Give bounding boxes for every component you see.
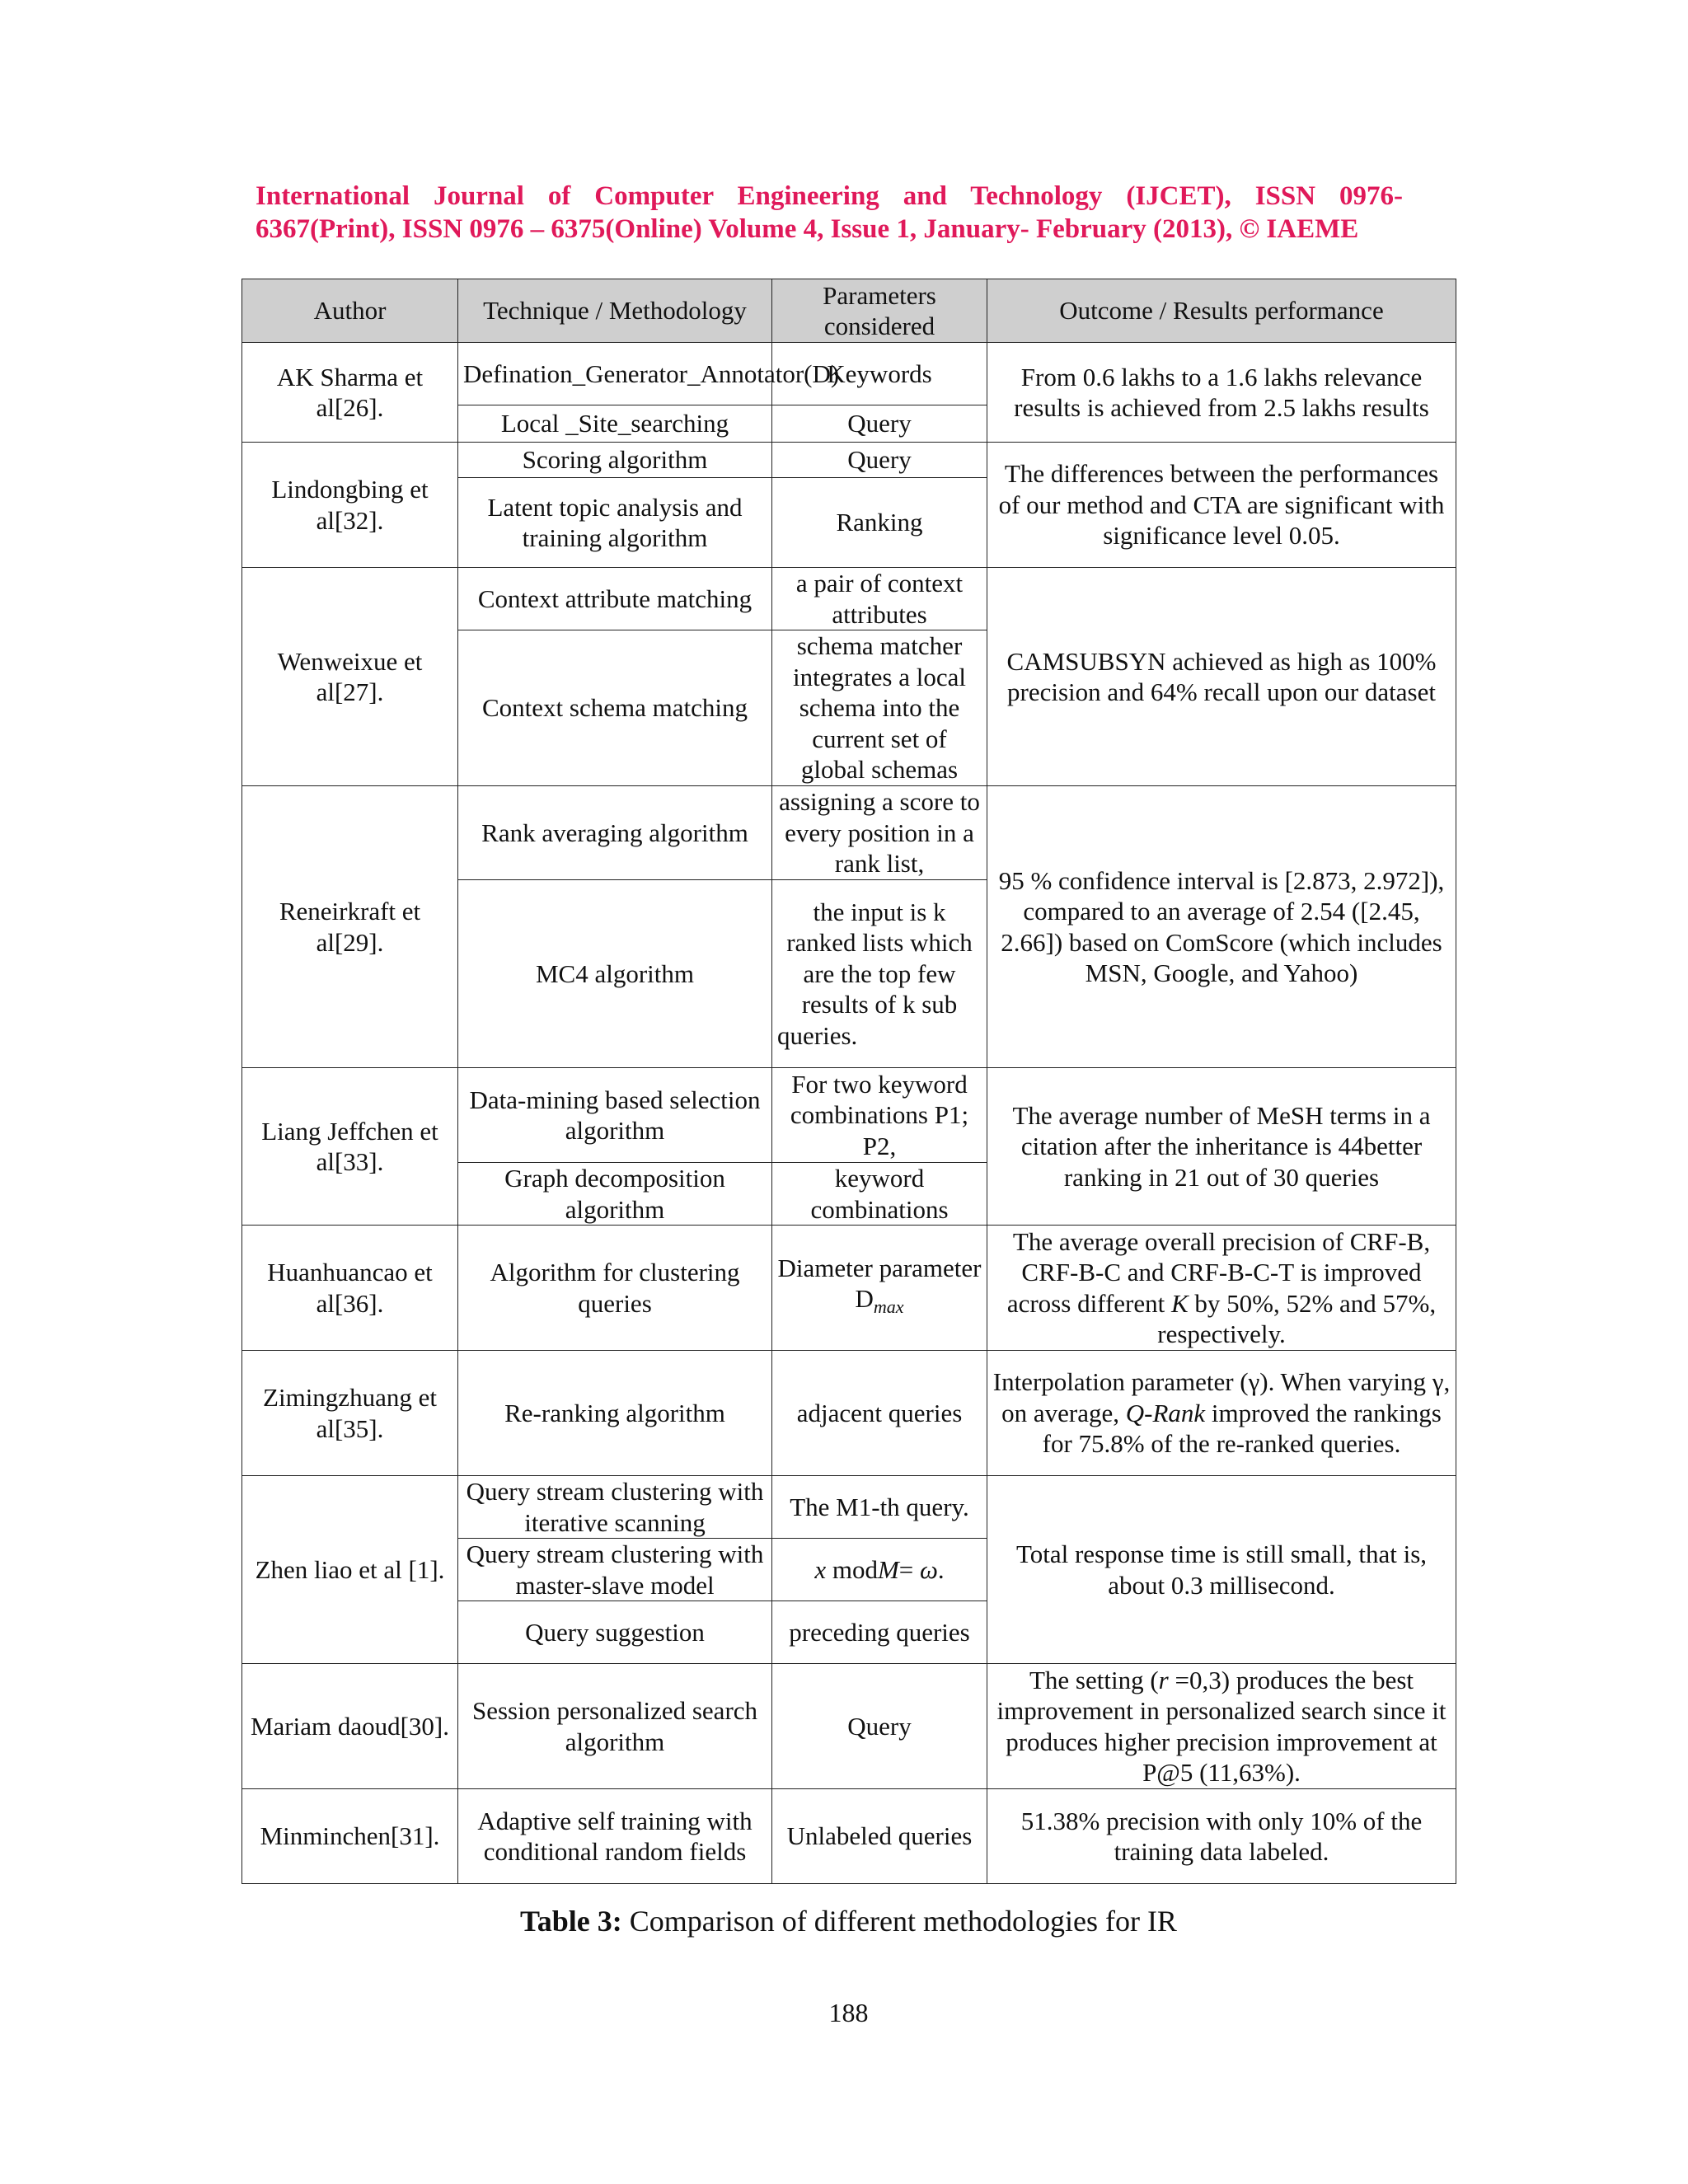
table-row	[242, 1476, 1456, 1539]
table-row	[242, 568, 1456, 630]
journal-header-line-1: International Journal of Computer Engineering and Technology (IJCET), ISSN 0976-	[256, 181, 1403, 211]
parameter-cell: Keywords	[772, 343, 987, 405]
parameter-cell: Query	[772, 405, 987, 443]
column-header-author: Author	[242, 279, 458, 343]
technique-cell: Re-ranking algorithm	[458, 1351, 772, 1476]
parameter-cell: The M1-th query.	[772, 1476, 987, 1539]
formula-eq: =	[898, 1554, 921, 1584]
column-header-technique: Technique / Methodology	[458, 279, 772, 343]
outcome-italic-r: r	[1158, 1665, 1169, 1694]
outcome-cell: 51.38% precision with only 10% of the training data labeled.	[987, 1789, 1456, 1884]
journal-header	[256, 180, 1403, 246]
parameter-cell: the input is k ranked lists which are the top few results of k sub queries.	[772, 880, 987, 1068]
outcome-cell: The average number of MeSH terms in a citation after the inheritance is 44better ranking in 21 out of 30 queries	[987, 1068, 1456, 1226]
formula-x: x	[814, 1554, 827, 1584]
parameter-cell: assigning a score to every position in a rank list,	[772, 786, 987, 880]
parameter-cell: schema matcher integrates a local schema into the current set of global schemas	[772, 630, 987, 786]
outcome-cell: CAMSUBSYN achieved as high as 100% precision and 64% recall upon our dataset	[987, 568, 1456, 786]
outcome-text-a: The setting (	[1029, 1665, 1159, 1694]
outcome-cell: 95 % confidence interval is [2.873, 2.972]), compared to an average of 2.54 ([2.45, 2.66]) based on ComScore (which includes MSN, Google, and Yahoo)	[987, 786, 1456, 1068]
table-row	[242, 1789, 1456, 1884]
journal-header-line-2: 6367(Print), ISSN 0976 – 6375(Online) Volume 4, Issue 1, January- February (2013), © IAEME	[256, 214, 1359, 244]
parameter-cell	[772, 1226, 987, 1351]
technique-cell: Latent topic analysis and training algorithm	[458, 478, 772, 568]
author-cell: Zimingzhuang et al[35].	[242, 1351, 458, 1476]
author-cell: Zhen liao et al [1].	[242, 1476, 458, 1664]
author-cell: Lindongbing et al[32].	[242, 443, 458, 568]
parameter-cell: Query	[772, 443, 987, 478]
outcome-text-a: The average overall precision of CRF-B, CRF-B-C and CRF-B-C-T is improved across different	[1006, 1226, 1431, 1318]
technique-cell: Context schema matching	[458, 630, 772, 786]
methodology-comparison-table	[241, 279, 1456, 1884]
parameter-text: Diameter parameter D	[777, 1253, 982, 1314]
column-header-outcome: Outcome / Results performance	[987, 279, 1456, 343]
parameter-cell: For two keyword combinations P1; P2,	[772, 1068, 987, 1163]
formula-end: .	[937, 1554, 945, 1584]
technique-cell: Defination_Generator_Annotator(D)	[458, 343, 772, 405]
technique-cell: MC4 algorithm	[458, 880, 772, 1068]
author-cell: Minminchen[31].	[242, 1789, 458, 1884]
outcome-text-a: Interpolation parameter (γ). When varying γ, on average,	[992, 1367, 1451, 1427]
formula-m: M	[877, 1554, 899, 1584]
table-header-row	[242, 279, 1456, 343]
outcome-cell: The differences between the performances of our method and CTA are significant with significance level 0.05.	[987, 443, 1456, 568]
technique-cell: Context attribute matching	[458, 568, 772, 630]
outcome-cell	[987, 1351, 1456, 1476]
technique-cell: Data-mining based selection algorithm	[458, 1068, 772, 1163]
parameter-subscript: max	[873, 1296, 904, 1318]
parameter-cell: Ranking	[772, 478, 987, 568]
technique-cell: Adaptive self training with conditional random fields	[458, 1789, 772, 1884]
table-row	[242, 1351, 1456, 1476]
author-cell: AK Sharma et al[26].	[242, 343, 458, 443]
outcome-cell: Total response time is still small, that is, about 0.3 millisecond.	[987, 1476, 1456, 1664]
table-row	[242, 343, 1456, 405]
table-row	[242, 1226, 1456, 1351]
table-row	[242, 1068, 1456, 1163]
table-caption	[241, 1904, 1456, 1938]
technique-cell: Scoring algorithm	[458, 443, 772, 478]
author-cell: Mariam daoud[30].	[242, 1664, 458, 1789]
technique-cell: Query stream clustering with iterative scanning	[458, 1476, 772, 1539]
parameter-cell	[772, 1539, 987, 1601]
technique-cell: Query stream clustering with master-slave model	[458, 1539, 772, 1601]
parameter-cell: preceding queries	[772, 1601, 987, 1664]
outcome-text-b: improved the rankings for 75.8% of the re-ranked queries.	[1042, 1398, 1442, 1459]
author-cell: Huanhuancao et al[36].	[242, 1226, 458, 1351]
outcome-text-b: =0,3) produces the best improvement in personalized search since it produces higher precision improvement at P@5 (11,63%).	[996, 1665, 1447, 1787]
technique-cell: Graph decomposition algorithm	[458, 1163, 772, 1226]
page-number: 188	[828, 1998, 869, 2027]
outcome-cell	[987, 1226, 1456, 1351]
table-caption-text: Comparison of different methodologies for IR	[621, 1905, 1177, 1938]
outcome-cell	[987, 1664, 1456, 1789]
technique-cell: Session personalized search algorithm	[458, 1664, 772, 1789]
table-caption-label: Table 3:	[520, 1905, 622, 1938]
table-row	[242, 786, 1456, 880]
parameter-cell: keyword combinations	[772, 1163, 987, 1226]
parameter-cell: a pair of context attributes	[772, 568, 987, 630]
table-row	[242, 1664, 1456, 1789]
formula-omega: ω	[920, 1554, 938, 1584]
technique-cell: Algorithm for clustering queries	[458, 1226, 772, 1351]
author-cell: Liang Jeffchen et al[33].	[242, 1068, 458, 1226]
author-cell: Wenweixue et al[27].	[242, 568, 458, 786]
author-cell: Reneirkraft et al[29].	[242, 786, 458, 1068]
technique-cell: Query suggestion	[458, 1601, 772, 1664]
outcome-text-b: by 50%, 52% and 57%, respectively.	[1157, 1288, 1437, 1348]
outcome-cell: From 0.6 lakhs to a 1.6 lakhs relevance results is achieved from 2.5 lakhs results	[987, 343, 1456, 443]
table-row	[242, 443, 1456, 478]
parameter-cell: Query	[772, 1664, 987, 1789]
outcome-italic-k: K	[1170, 1288, 1189, 1318]
parameter-cell: adjacent queries	[772, 1351, 987, 1476]
parameter-cell: Unlabeled queries	[772, 1789, 987, 1884]
column-header-parameters: Parameters considered	[772, 279, 987, 343]
formula-mod: mod	[826, 1554, 878, 1584]
technique-cell: Rank averaging algorithm	[458, 786, 772, 880]
outcome-italic-qrank: Q-Rank	[1125, 1398, 1206, 1427]
technique-cell: Local _Site_searching	[458, 405, 772, 443]
